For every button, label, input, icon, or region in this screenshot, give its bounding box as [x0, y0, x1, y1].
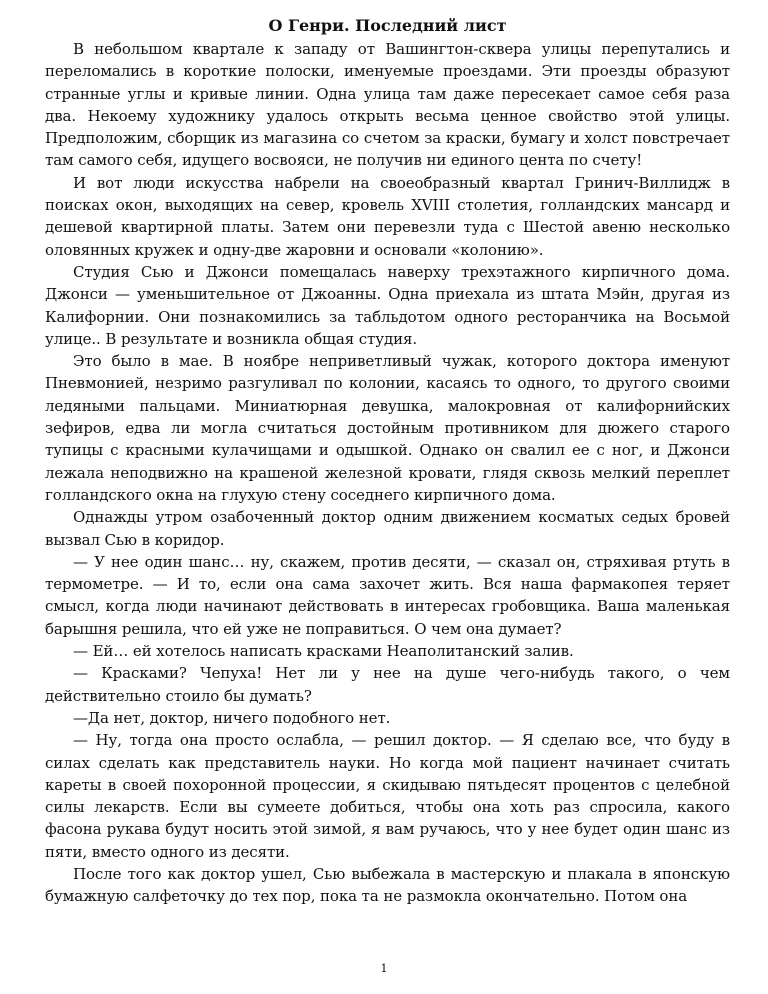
paragraph: — У нее один шанс… ну, скажем, против десяти, — сказал он, стряхивая ртуть в термометре. — И то, если она сама захочет жить. Вся наша фармакопея теряет смысл, когда люди начинают действовать в интересах гробовщика. Ваша маленькая барышня решила, что ей уже не поправиться. О чем она думает?	[45, 552, 730, 638]
paragraph: —Да нет, доктор, ничего подобного нет.	[73, 708, 391, 727]
paragraph: Однажды утром озабоченный доктор одним движением косматых седых бровей вызвал Сью в коридор.	[45, 508, 730, 549]
paragraph: — Красками? Чепуха! Нет ли у нее на душе чего-нибудь такого, о чем действительно стоило бы думать?	[45, 664, 730, 705]
document-title: О Генри. Последний лист	[268, 16, 507, 35]
paragraph: В небольшом квартале к западу от Вашингтон-сквера улицы перепутались и переломались в короткие полоски, именуемые проездами. Эти проезды образуют странные углы и кривые линии. Одна улица там даже пересекает самое себя раза два. Некоему художнику удалось открыть весьма ценное свойство этой улицы. Предположим, сборщик из магазина со счетом за краски, бумагу и холст повстречает там самого себя, идущего восвояси, не получив ни единого цента по счету!	[45, 40, 730, 170]
paragraph: — Ну, тогда она просто ослабла, — решил доктор. — Я сделаю все, что буду в силах сделать как представитель науки. Но когда мой пациент начинает считать кареты в своей похоронной процессии, я скидываю пятьдесят процентов с целебной силы лекарств. Если вы сумеете добиться, чтобы она хоть раз спросила, какого фасона рукава будут носить этой зимой, я вам ручаюсь, что у нее будет один шанс из пяти, вместо одного из десяти.	[45, 731, 730, 861]
paragraph: Это было в мае. В ноябре неприветливый чужак, которого доктора именуют Пневмонией, незримо разгуливал по колонии, касаясь то одного, то другого своими ледяными пальцами. Миниатюрная девушка, малокровная от калифорнийских зефиров, едва ли могла считаться достойным противником для дюжего старого тупицы с красными кулачищами и одышкой. Однако он свалил ее с ног, и Джонси лежала неподвижно на крашеной железной кровати, глядя сквозь мелкий переплет голландского окна на глухую стену соседнего кирпичного дома.	[45, 352, 730, 504]
paragraph: — Ей… ей хотелось написать красками Неаполитанский залив.	[73, 642, 574, 661]
paragraph: И вот люди искусства набрели на своеобразный квартал Гринич-Виллидж в поисках окон, выходящих на север, кровель XVIII столетия, голландских мансард и дешевой квартирной платы. Затем они перевезли туда с Шестой авеню несколько оловянных кружек и одну-две жаровни и основали «колонию».	[45, 173, 730, 259]
paragraph: Студия Сью и Джонси помещалась наверху трехэтажного кирпичного дома. Джонси — уменьшительное от Джоанны. Одна приехала из штата Мэйн, другая из Калифорнии. Они познакомились за табльдотом одного ресторанчика на Восьмой улице.. В результате и возникла общая студия.	[45, 262, 730, 348]
paragraph: После того как доктор ушел, Сью выбежала в мастерскую и плакала в японскую бумажную салфеточку до тех пор, пока та не размокла окончательно. Потом она	[45, 864, 730, 906]
page-number: 1	[380, 962, 388, 975]
